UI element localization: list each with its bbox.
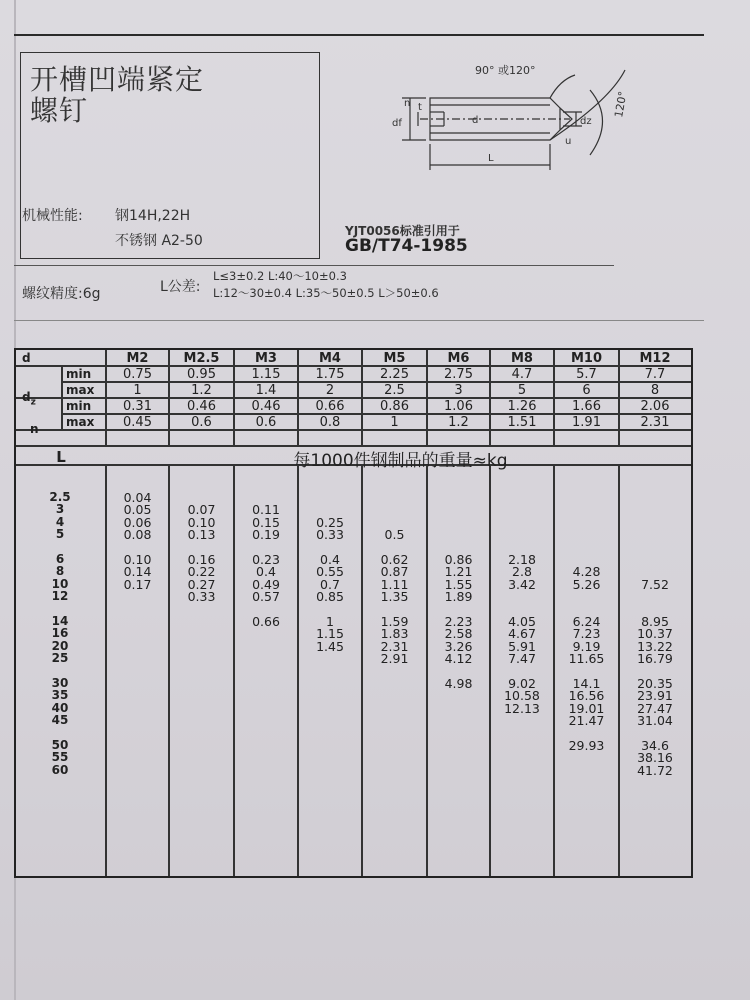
weight-value bbox=[619, 554, 691, 566]
length-column bbox=[16, 492, 104, 777]
weight-table bbox=[14, 348, 693, 878]
weight-value bbox=[362, 765, 427, 777]
section-divider bbox=[14, 320, 704, 321]
weight-value bbox=[106, 604, 169, 616]
weight-value bbox=[106, 740, 169, 752]
length-value: 20 bbox=[51, 638, 69, 653]
title-line-2: 螺钉 bbox=[30, 94, 89, 127]
weight-value bbox=[554, 542, 619, 554]
weight-value: 0.85 bbox=[316, 589, 344, 605]
spec-value: 1.15 bbox=[251, 367, 281, 382]
weight-value: 5.26 bbox=[572, 576, 601, 592]
size-header: M2 bbox=[126, 351, 149, 366]
weight-value bbox=[362, 752, 427, 764]
length-value: 16 bbox=[51, 626, 69, 641]
minmax-label: max bbox=[66, 383, 95, 397]
weight-value: 0.05 bbox=[123, 502, 152, 518]
weight-value: 0.10 bbox=[187, 514, 216, 530]
weight-value bbox=[298, 492, 362, 504]
weight-value bbox=[169, 653, 234, 665]
weight-value: 0.10 bbox=[123, 551, 152, 567]
weight-value: 10.37 bbox=[637, 626, 673, 642]
weight-value bbox=[427, 492, 490, 504]
weight-value bbox=[490, 752, 554, 764]
weight-value bbox=[362, 492, 427, 504]
weight-value: 5.91 bbox=[508, 638, 536, 654]
length-value: 3 bbox=[55, 502, 65, 517]
weight-value: 0.07 bbox=[187, 502, 216, 518]
size-header: M10 bbox=[570, 351, 603, 366]
weight-value bbox=[427, 517, 490, 529]
diagram-angle-right: 120° bbox=[612, 90, 630, 119]
weight-value bbox=[554, 492, 619, 504]
spec-value: 4.7 bbox=[511, 367, 533, 382]
minmax-label: max bbox=[66, 415, 95, 429]
weight-column bbox=[427, 492, 490, 777]
weight-value bbox=[106, 690, 169, 702]
weight-value bbox=[362, 678, 427, 690]
weight-value bbox=[169, 628, 234, 640]
weight-value bbox=[169, 727, 234, 739]
spec-value: 2.5 bbox=[384, 383, 405, 398]
diagram-label-l: L bbox=[488, 153, 494, 164]
weight-value: 0.5 bbox=[384, 527, 405, 543]
weight-value: 38.16 bbox=[637, 750, 673, 766]
length-value: 45 bbox=[51, 713, 69, 728]
mechanical-label: 机械性能: bbox=[22, 208, 83, 224]
spec-value: 0.95 bbox=[187, 367, 216, 382]
weight-value: 9.19 bbox=[572, 638, 601, 654]
tolerance-line-2: L:12～30±0.4 L:35～50±0.5 L＞50±0.6 bbox=[213, 286, 439, 300]
weight-value: 1.45 bbox=[316, 638, 344, 654]
weight-column bbox=[169, 492, 234, 777]
weight-value: 3.42 bbox=[508, 576, 536, 592]
weight-value: 16.56 bbox=[568, 688, 605, 704]
weight-value bbox=[234, 653, 298, 665]
weight-value bbox=[554, 517, 619, 529]
weight-column bbox=[554, 492, 619, 777]
weight-value bbox=[490, 504, 554, 516]
dz-label: $d_z$ bbox=[22, 390, 36, 408]
size-header: M4 bbox=[319, 351, 341, 366]
weight-value: 2.31 bbox=[380, 638, 409, 654]
length-value: 30 bbox=[51, 675, 69, 690]
spec-value: 5.7 bbox=[576, 367, 597, 382]
product-title bbox=[30, 64, 300, 126]
weight-value: 0.33 bbox=[316, 527, 344, 543]
size-header: M12 bbox=[639, 351, 671, 366]
spec-value: 1.75 bbox=[315, 367, 345, 382]
weight-value bbox=[298, 727, 362, 739]
weight-value: 9.02 bbox=[508, 675, 536, 691]
spec-value: 1 bbox=[390, 415, 399, 430]
spec-value: 2 bbox=[325, 383, 335, 398]
weight-value bbox=[490, 727, 554, 739]
weight-value: 4.05 bbox=[508, 613, 536, 629]
length-value: 55 bbox=[51, 750, 69, 765]
weight-value bbox=[427, 727, 490, 739]
weight-value bbox=[490, 715, 554, 727]
spec-value: 2.31 bbox=[640, 415, 670, 430]
weight-value bbox=[619, 517, 691, 529]
weight-value: 6.24 bbox=[572, 613, 601, 629]
spec-value: 1.4 bbox=[255, 383, 277, 398]
weight-value bbox=[298, 665, 362, 677]
spec-value: 0.6 bbox=[191, 415, 212, 430]
spec-value: 1.26 bbox=[507, 399, 537, 414]
spec-value: 1.51 bbox=[507, 415, 537, 430]
spec-value: 3 bbox=[454, 383, 463, 398]
weight-value: 0.55 bbox=[316, 564, 344, 580]
weight-value bbox=[234, 727, 298, 739]
weight-value bbox=[427, 529, 490, 541]
weight-value bbox=[106, 628, 169, 640]
n-label: n bbox=[30, 422, 39, 436]
weight-value bbox=[234, 665, 298, 677]
spec-value: 1.91 bbox=[572, 415, 601, 430]
spec-value: 0.46 bbox=[251, 399, 281, 414]
diagram-label-n: n bbox=[404, 98, 411, 109]
diagram-angle-top: 90° 或120° bbox=[475, 64, 536, 77]
thread-precision: 螺纹精度:6g bbox=[22, 286, 101, 302]
weight-value: 41.72 bbox=[637, 762, 673, 778]
weight-value bbox=[298, 715, 362, 727]
weight-value: 0.16 bbox=[187, 551, 216, 567]
spec-value: 2.25 bbox=[380, 367, 409, 382]
weight-value bbox=[106, 715, 169, 727]
weight-value: 1.11 bbox=[380, 576, 409, 592]
weight-value bbox=[169, 641, 234, 653]
spec-value: 1.06 bbox=[444, 399, 473, 414]
length-value: 5 bbox=[55, 527, 65, 542]
weight-value bbox=[490, 529, 554, 541]
spec-value: 0.8 bbox=[319, 415, 341, 430]
spec-value: 0.45 bbox=[123, 415, 152, 430]
diagram-label-dz: dz bbox=[580, 116, 592, 127]
size-header: M8 bbox=[511, 351, 533, 366]
weight-value: 0.57 bbox=[252, 589, 280, 605]
spec-divider bbox=[14, 265, 614, 266]
length-value: 60 bbox=[51, 762, 69, 777]
diagram-label-d: d bbox=[472, 115, 479, 126]
weight-value: 0.19 bbox=[252, 527, 280, 543]
screw-diagram bbox=[360, 60, 650, 180]
weight-value: 1 bbox=[326, 613, 334, 629]
weight-column bbox=[490, 492, 554, 777]
weight-value bbox=[169, 604, 234, 616]
weight-value: 1.55 bbox=[444, 576, 473, 592]
weight-value bbox=[169, 690, 234, 702]
weight-value: 3.26 bbox=[444, 638, 473, 654]
length-value: 35 bbox=[51, 688, 69, 703]
mechanical-steel: 钢14H,22H bbox=[115, 208, 191, 224]
weight-value: 8.95 bbox=[641, 613, 669, 629]
l-header: L bbox=[56, 448, 66, 466]
weight-value: 0.33 bbox=[187, 589, 216, 605]
weight-value bbox=[169, 740, 234, 752]
weight-value: 0.06 bbox=[123, 514, 152, 530]
weight-value bbox=[619, 542, 691, 554]
spec-value: 0.75 bbox=[123, 367, 152, 382]
weight-value bbox=[234, 715, 298, 727]
weight-value bbox=[554, 752, 619, 764]
spec-value: 1.2 bbox=[191, 383, 212, 398]
spec-value: 0.46 bbox=[187, 399, 216, 414]
weight-value bbox=[554, 591, 619, 603]
title-line-1: 开槽凹端紧定 bbox=[30, 63, 205, 96]
weight-value bbox=[106, 678, 169, 690]
spec-value: 5 bbox=[517, 383, 527, 398]
weight-value bbox=[106, 665, 169, 677]
weight-value bbox=[490, 765, 554, 777]
weight-value: 0.49 bbox=[252, 576, 280, 592]
length-value: 40 bbox=[51, 700, 69, 715]
weight-value bbox=[298, 752, 362, 764]
weight-value bbox=[234, 752, 298, 764]
weight-value bbox=[427, 690, 490, 702]
weight-value: 7.52 bbox=[641, 576, 669, 592]
weight-value bbox=[106, 591, 169, 603]
top-rule bbox=[14, 34, 704, 36]
weight-value bbox=[234, 740, 298, 752]
tolerance-line-1: L≤3±0.2 L:40～10±0.3 bbox=[213, 269, 347, 283]
length-value: 8 bbox=[55, 564, 65, 579]
weight-value bbox=[554, 504, 619, 516]
weight-value: 34.6 bbox=[641, 737, 669, 753]
weight-value: 0.15 bbox=[252, 514, 280, 530]
weight-value bbox=[106, 653, 169, 665]
weight-value: 13.22 bbox=[637, 638, 673, 654]
weight-value: 4.12 bbox=[444, 651, 473, 667]
weight-value: 1.21 bbox=[444, 564, 473, 580]
unit-header: 每1000件钢制品的重量≈kg bbox=[293, 451, 508, 471]
weight-value bbox=[169, 678, 234, 690]
weight-value: 23.91 bbox=[637, 688, 673, 704]
weight-value bbox=[106, 616, 169, 628]
length-value: 14 bbox=[51, 613, 69, 628]
weight-value bbox=[490, 517, 554, 529]
length-value: 50 bbox=[51, 737, 69, 752]
weight-value bbox=[362, 665, 427, 677]
mechanical-stainless: 不锈钢 A2-50 bbox=[115, 233, 203, 249]
weight-value bbox=[554, 765, 619, 777]
weight-value: 1.15 bbox=[316, 626, 344, 642]
length-value: 25 bbox=[51, 651, 69, 666]
weight-value bbox=[106, 641, 169, 653]
weight-value: 16.79 bbox=[637, 651, 673, 667]
weight-value: 1.35 bbox=[380, 589, 409, 605]
spec-value: 0.6 bbox=[255, 415, 277, 430]
weight-value: 2.23 bbox=[444, 613, 473, 629]
weight-value bbox=[169, 765, 234, 777]
weight-value: 0.25 bbox=[316, 514, 344, 530]
weight-value: 1.59 bbox=[380, 613, 409, 629]
weight-value bbox=[619, 591, 691, 603]
weight-value: 0.13 bbox=[187, 527, 216, 543]
weight-value: 0.86 bbox=[444, 551, 473, 567]
weight-value bbox=[234, 703, 298, 715]
length-value: 6 bbox=[55, 551, 65, 566]
size-header: M6 bbox=[447, 351, 470, 366]
length-value: 10 bbox=[51, 576, 69, 591]
weight-value bbox=[169, 715, 234, 727]
weight-value bbox=[234, 641, 298, 653]
weight-column bbox=[106, 492, 169, 777]
weight-value bbox=[619, 492, 691, 504]
weight-value: 4.28 bbox=[572, 564, 601, 580]
weight-value bbox=[490, 591, 554, 603]
weight-value: 0.62 bbox=[380, 551, 409, 567]
weight-value: 2.91 bbox=[380, 651, 409, 667]
diagram-label-t: t bbox=[418, 102, 422, 113]
length-value: 12 bbox=[51, 589, 69, 604]
spec-value: 1 bbox=[133, 383, 142, 398]
weight-value bbox=[362, 727, 427, 739]
weight-value: 0.4 bbox=[320, 551, 340, 567]
weight-value bbox=[298, 690, 362, 702]
length-value: 4 bbox=[55, 514, 65, 529]
weight-value bbox=[298, 765, 362, 777]
weight-column bbox=[619, 492, 691, 777]
weight-value: 4.67 bbox=[508, 626, 536, 642]
weight-value bbox=[427, 715, 490, 727]
minmax-label: min bbox=[66, 399, 92, 413]
spec-value: 7.7 bbox=[644, 367, 666, 382]
weight-value bbox=[298, 740, 362, 752]
weight-value bbox=[106, 752, 169, 764]
size-header: M2.5 bbox=[183, 351, 220, 366]
weight-value: 0.87 bbox=[380, 564, 409, 580]
weight-value bbox=[298, 703, 362, 715]
weight-value: 12.13 bbox=[504, 700, 540, 716]
weight-value bbox=[169, 665, 234, 677]
weight-value bbox=[362, 703, 427, 715]
weight-column bbox=[362, 492, 427, 777]
weight-value bbox=[427, 703, 490, 715]
diagram-label-u: u bbox=[565, 136, 572, 147]
weight-value bbox=[298, 678, 362, 690]
weight-value: 0.7 bbox=[320, 576, 340, 592]
dz-subscript: z bbox=[30, 397, 36, 408]
weight-value: 2.58 bbox=[444, 626, 473, 642]
weight-value: 20.35 bbox=[637, 675, 673, 691]
weight-value: 29.93 bbox=[568, 737, 605, 753]
weight-value: 19.01 bbox=[568, 700, 605, 716]
weight-value: 7.47 bbox=[508, 651, 536, 667]
weight-value bbox=[490, 740, 554, 752]
weight-value: 2.8 bbox=[512, 564, 532, 580]
weight-value: 0.08 bbox=[123, 527, 152, 543]
weight-value: 0.4 bbox=[256, 564, 276, 580]
weight-value bbox=[169, 752, 234, 764]
spec-value: 2.06 bbox=[640, 399, 670, 414]
standard-code: GB/T74-1985 bbox=[345, 236, 468, 256]
weight-column bbox=[298, 492, 362, 777]
weight-value: 1.83 bbox=[380, 626, 409, 642]
weight-value bbox=[106, 765, 169, 777]
weight-value: 0.27 bbox=[187, 576, 216, 592]
weight-value: 27.47 bbox=[637, 700, 673, 716]
weight-value: 0.23 bbox=[252, 551, 280, 567]
header-d: d bbox=[22, 351, 31, 365]
weight-value bbox=[169, 703, 234, 715]
spec-value: 0.86 bbox=[380, 399, 409, 414]
standard-ref-label: YJT0056标准引用于 bbox=[345, 224, 460, 238]
weight-value bbox=[234, 690, 298, 702]
weight-value bbox=[234, 678, 298, 690]
diagram-label-df: df bbox=[392, 118, 402, 129]
weight-value: 0.22 bbox=[187, 564, 216, 580]
weight-column bbox=[234, 492, 298, 777]
weight-value: 31.04 bbox=[637, 713, 673, 729]
weight-value bbox=[427, 752, 490, 764]
length-value: 2.5 bbox=[49, 490, 71, 504]
weight-value: 0.17 bbox=[123, 576, 152, 592]
weight-value: 0.14 bbox=[123, 564, 152, 580]
weight-value: 11.65 bbox=[568, 651, 605, 667]
size-header: M3 bbox=[255, 351, 277, 366]
weight-value: 1.89 bbox=[444, 589, 473, 605]
weight-value: 2.18 bbox=[508, 551, 536, 567]
weight-value: 0.66 bbox=[252, 613, 280, 629]
weight-value: 21.47 bbox=[568, 713, 605, 729]
weight-value bbox=[362, 740, 427, 752]
weight-value bbox=[427, 504, 490, 516]
weight-value bbox=[106, 703, 169, 715]
weight-value bbox=[362, 504, 427, 516]
weight-value bbox=[490, 492, 554, 504]
weight-value bbox=[106, 727, 169, 739]
weight-value bbox=[362, 690, 427, 702]
weight-value: 7.23 bbox=[572, 626, 601, 642]
weight-value bbox=[619, 529, 691, 541]
weight-value: 14.1 bbox=[572, 675, 601, 691]
minmax-label: min bbox=[66, 367, 92, 381]
weight-value: 0.04 bbox=[123, 490, 152, 505]
weight-value bbox=[234, 628, 298, 640]
weight-value: 4.98 bbox=[444, 675, 473, 691]
spec-value: 1.2 bbox=[448, 415, 469, 430]
weight-value: 0.11 bbox=[252, 502, 280, 518]
tolerance-label: L公差: bbox=[160, 279, 201, 295]
weight-value bbox=[427, 765, 490, 777]
spec-value: 0.31 bbox=[123, 399, 152, 414]
weight-value bbox=[427, 740, 490, 752]
weight-value: 10.58 bbox=[504, 688, 540, 704]
spec-value: 6 bbox=[582, 383, 591, 398]
spec-value: 1.66 bbox=[572, 399, 601, 414]
spec-value: 0.66 bbox=[315, 399, 345, 414]
size-header: M5 bbox=[383, 351, 406, 366]
spec-value: 8 bbox=[650, 383, 660, 398]
weight-value bbox=[169, 616, 234, 628]
weight-value bbox=[298, 653, 362, 665]
weight-value bbox=[362, 715, 427, 727]
spec-value: 2.75 bbox=[444, 367, 473, 382]
weight-value bbox=[554, 529, 619, 541]
weight-value bbox=[619, 504, 691, 516]
weight-value bbox=[234, 765, 298, 777]
